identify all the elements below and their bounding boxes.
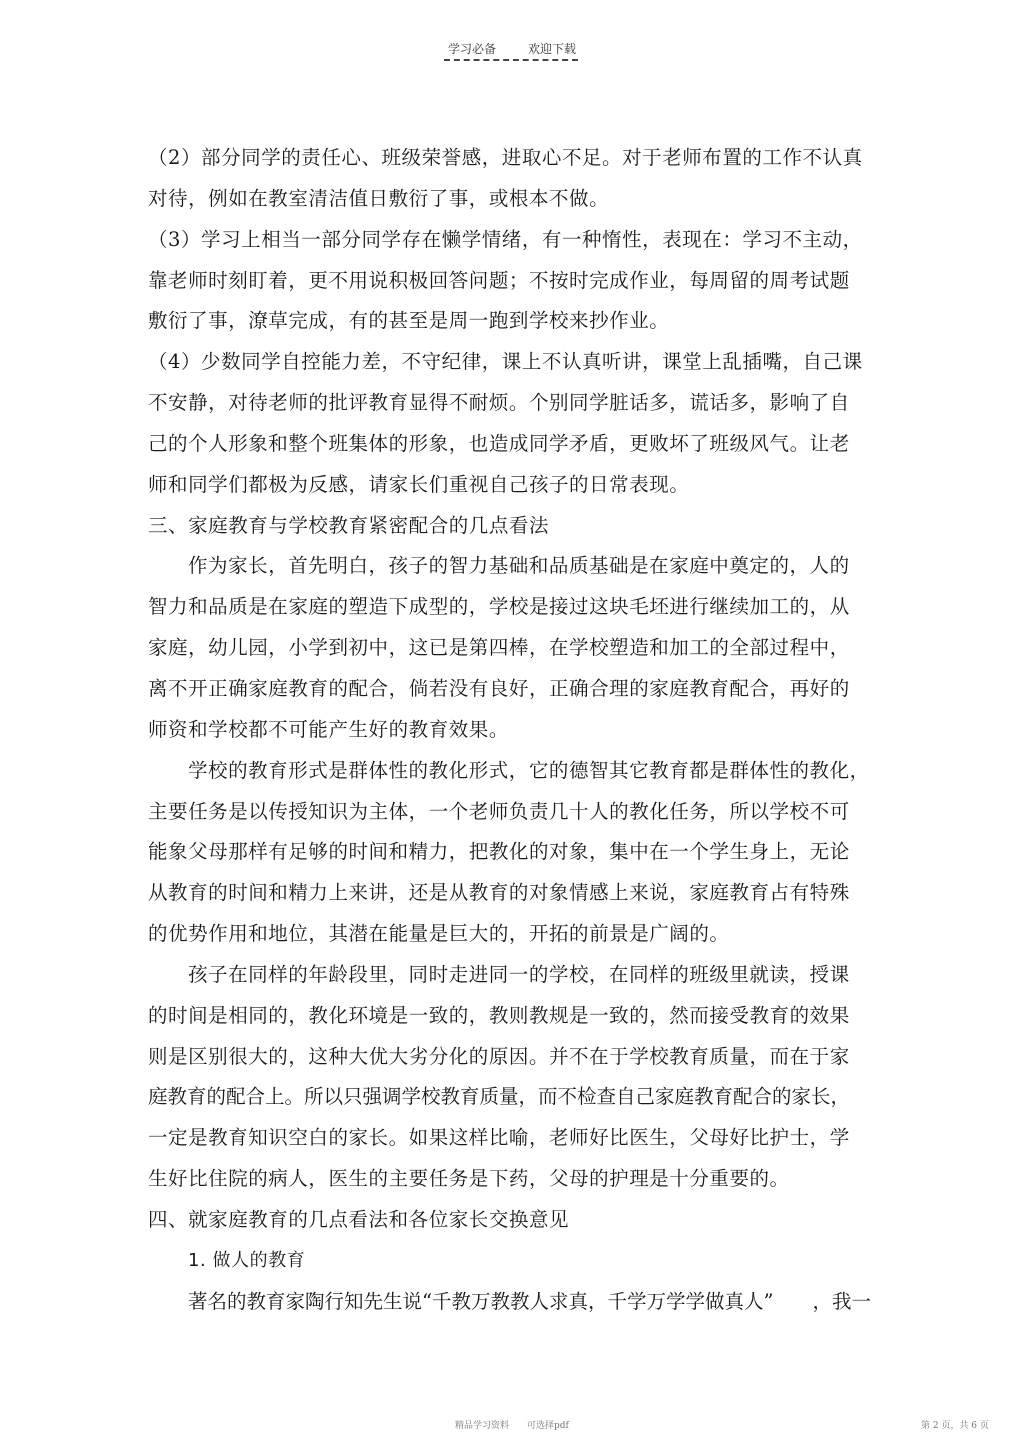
paragraph-line: 孩子在同样的年龄段里，同时走进同一的学校，在同样的班级里就读，授课 <box>188 962 850 986</box>
header-dashed-rule <box>444 59 578 61</box>
paragraph-line: 作为家长，首先明白，孩子的智力基础和品质基础是在家庭中奠定的，人的 <box>188 554 850 578</box>
paragraph-line: 师和同学们都极为反感，请家长们重视自己孩子的日常表现。 <box>148 472 690 496</box>
header-left-text: 学习必备 <box>448 42 497 56</box>
paragraph-line: 庭教育的配合上。所以只强调学校教育质量，而不检查自己家庭教育配合的家长， <box>148 1085 851 1109</box>
page-number: 第 2 页，共 6 页 <box>921 1421 989 1431</box>
paragraph-line: 的优势作用和地位，其潜在能量是巨大的，开拓的前景是广阔的。 <box>148 922 730 946</box>
paragraph-line: 靠老师时刻盯着，更不用说积极回答问题；不按时完成作业，每周留的周考试题 <box>148 268 850 292</box>
paragraph-line: 能象父母那样有足够的时间和精力，把教化的对象，集中在一个学生身上，无论 <box>148 840 850 864</box>
section-heading: 四、就家庭教育的几点看法和各位家长交换意见 <box>148 1207 570 1231</box>
paragraph-line: 著名的教育家陶行知先生说“千教万教教人求真，千学万学学做真人” ，我一 <box>188 1289 871 1313</box>
paragraph-line: 则是区别很大的，这种大优大劣分化的原因。并不在于学校教育质量，而在于家 <box>148 1044 850 1068</box>
paragraph-line: 己的个人形象和整个班集体的形象，也造成同学矛盾，更败坏了班级风气。让老 <box>148 431 850 455</box>
section-heading: 三、家庭教育与学校教育紧密配合的几点看法 <box>148 513 550 537</box>
paragraph-line: 师资和学校都不可能产生好的教育效果。 <box>148 717 509 741</box>
paragraph-line: （3）学习上相当一部分同学存在懒学情绪，有一种惰性，表现在：学习不主动， <box>148 227 863 251</box>
paragraph-line: 的时间是相同的，教化环境是一致的，教则教规是一致的，然而接受教育的效果 <box>148 1003 850 1027</box>
document-body <box>148 138 888 1322</box>
page-header <box>444 40 584 66</box>
paragraph-line: 离不开正确家庭教育的配合，倘若没有良好，正确合理的家庭教育配合，再好的 <box>148 676 850 700</box>
header-right-text: 欢迎下载 <box>528 42 577 56</box>
paragraph-line: 家庭，幼儿园，小学到初中，这已是第四棒，在学校塑造和加工的全部过程中， <box>148 636 850 660</box>
paragraph-line: 对待，例如在教室清洁值日敷衍了事，或根本不做。 <box>148 186 610 210</box>
paragraph-line: 学校的教育形式是群体性的教化形式，它的德智其它教育都是群体性的教化， <box>188 758 870 782</box>
paragraph-line: 生好比住院的病人，医生的主要任务是下药，父母的护理是十分重要的。 <box>148 1167 790 1191</box>
paragraph-line: （4）少数同学自控能力差，不守纪律，课上不认真听讲，课堂上乱插嘴，自己课 <box>148 350 863 374</box>
paragraph-line: 不安静，对待老师的批评教育显得不耐烦。个别同学脏话多，谎话多，影响了自 <box>148 391 850 415</box>
paragraph-line: 主要任务是以传授知识为主体，一个老师负责几十人的教化任务，所以学校不可 <box>148 799 850 823</box>
paragraph-line: 从教育的时间和精力上来讲，还是从教育的对象情感上来说，家庭教育占有特殊 <box>148 881 850 905</box>
subsection-heading: 1. 做人的教育 <box>188 1249 306 1271</box>
footer-left-text: 精品学习资料 可选择pdf <box>455 1421 569 1431</box>
paragraph-line: 智力和品质是在家庭的塑造下成型的，学校是接过这块毛坯进行继续加工的，从 <box>148 595 850 619</box>
paragraph-line: 敷衍了事，潦草完成，有的甚至是周一跑到学校来抄作业。 <box>148 309 670 333</box>
paragraph-line: 一定是教育知识空白的家长。如果这样比喻，老师好比医生，父母好比护士，学 <box>148 1126 850 1150</box>
paragraph-line: （2）部分同学的责任心、班级荣誉感，进取心不足。对于老师布置的工作不认真 <box>148 146 863 169</box>
